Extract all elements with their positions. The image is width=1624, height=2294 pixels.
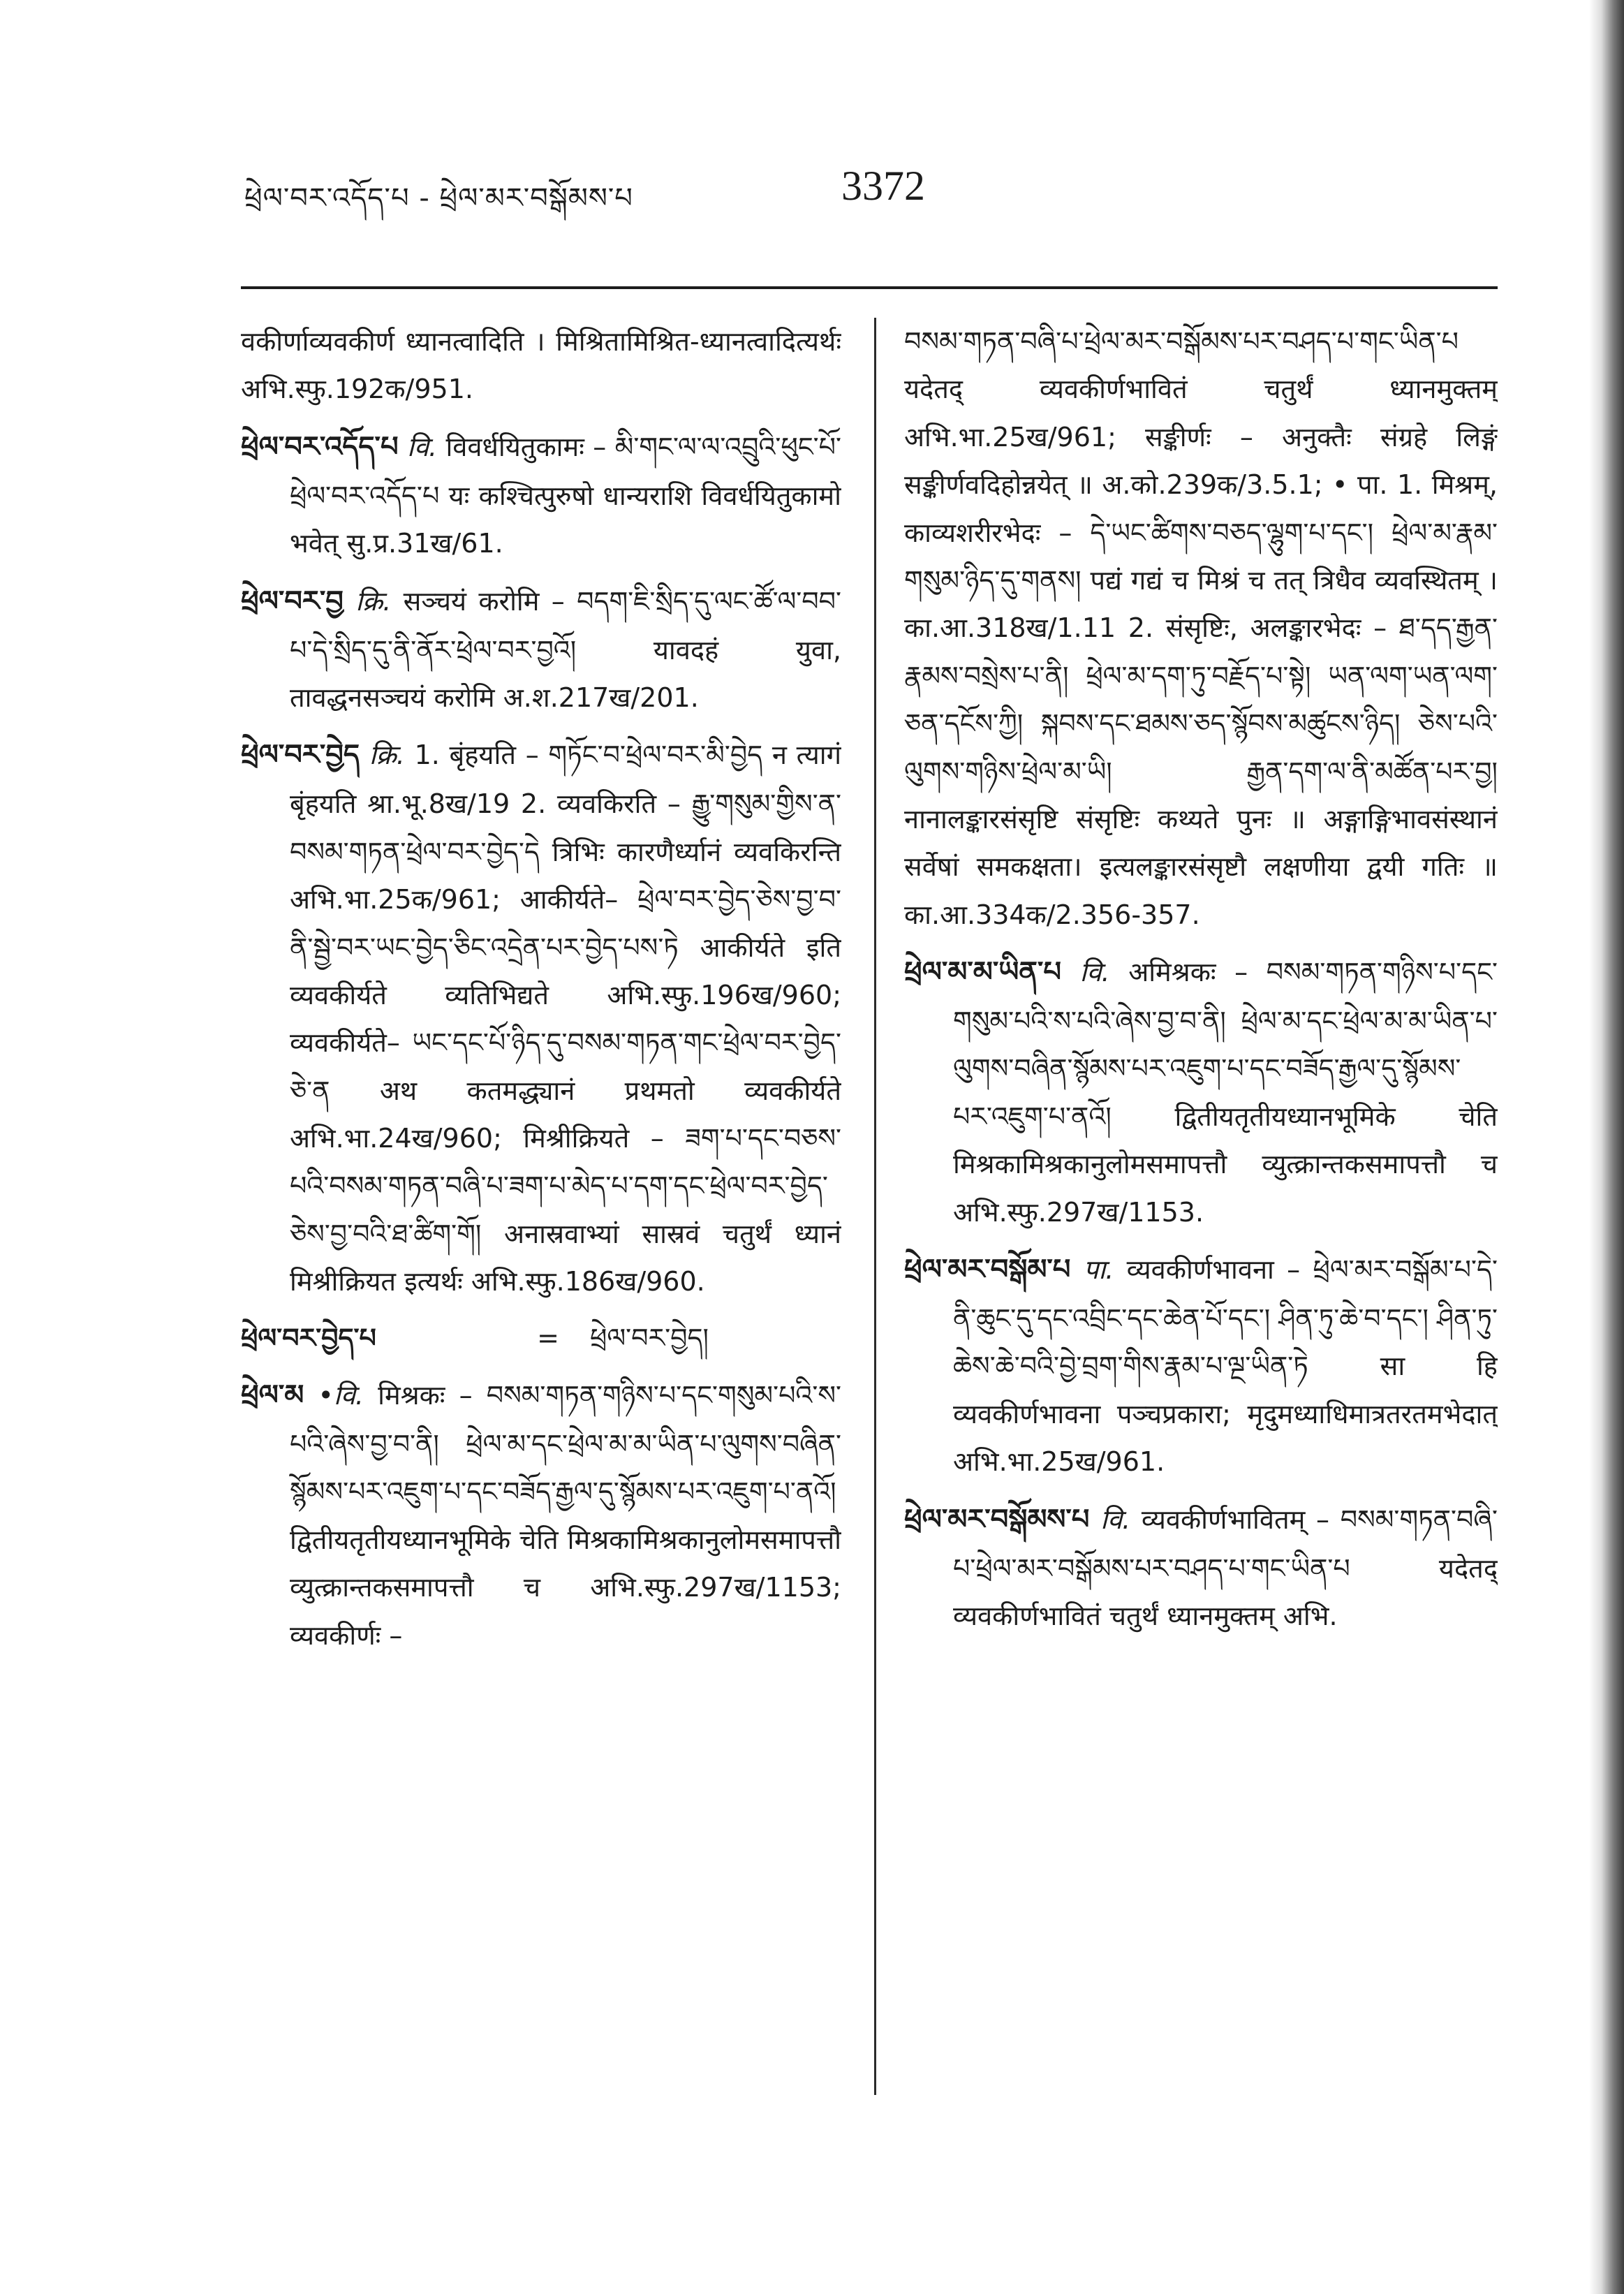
entry-text: व्यवकीर्णभावितम् – བསམ་གཏན་བཞི་པ་ཕྲེལ་མར་བསྒོམས་པར་བཤད་པ་གང་ཡིན་པ यदेतद् व्यवकीर्णभावितं चतुर्थं ध्यानमुक्तम् अभि. [953, 1503, 1498, 1631]
entry-grammar-tag: क्रि. [369, 740, 405, 771]
entry-headword: ཕྲེལ་མར་བསྒོམ་པ [904, 1253, 1071, 1286]
entry-grammar-tag: •वि. [318, 1380, 364, 1411]
left-column [241, 318, 841, 2105]
entry-text: अमिश्रकः – བསམ་གཏན་གཉིས་པ་དང་གསུམ་པའི་ས་པའི་ཞེས་བྱ་བ་ནི། ཕྲེལ་མ་དང་ཕྲེལ་མ་མ་ཡིན་པ་ལུགས་བཞིན་སྙོམས་པར་འཇུག་པ་དང་བཟོད་རྒྱལ་དུ་སྙོམས་པར་འཇུག་པ་ནའོ། द्वितीयतृतीयध्यानभूमिके चेति मिश्रकामिश्रकानुलोमसमापत्तौ व्युत्क्रान्तकसमापत्तौ च अभि.स्फु.297ख/1153. [953, 957, 1498, 1228]
crossref-equals: = [537, 1322, 559, 1353]
entry-text: 1. बृंहयति – གཏོང་བ་ཕྲེལ་བར་མི་བྱེད न त्यागं बृंहयति श्रा.भू.8ख/19 2. व्यवकिरति – རྒྱུ་གསུམ་གྱིས་ན་བསམ་གཏན་ཕྲེལ་བར་བྱེད་དེ त्रिभिः कारणैर्ध्यानं व्यवकिरन्ति अभि.भा.25क/961; आकीर्यते– ཕྲེལ་བར་བྱེད་ཅེས་བྱ་བ་ནི་སྦྱེ་བར་ཡང་བྱེད་ཅིང་འདྲེན་པར་བྱེད་པས་ཏེ आकीर्यते इति व्यवकीर्यते व्यतिभिद्यते अभि.स्फु.196ख/960; व्यवकीर्यते– ཡང་དང་པོ་ཉིད་དུ་བསམ་གཏན་གང་ཕྲེལ་བར་བྱེད་ཅེ་ན अथ कतमद्ध्यानं प्रथमतो व्यवकीर्यते अभि.भा.24ख/960; मिश्रीक्रियते – ཟག་པ་དང་བཅས་པའི་བསམ་གཏན་བཞི་པ་ཟག་པ་མེད་པ་དག་དང་ཕྲེལ་བར་བྱེད་ཅེས་བྱ་བའི་ཐ་ཚིག་གོ། अनास्रवाभ्यां सास्रवं चतुर्थं ध्यानं मिश्रीक्रियत इत्यर्थः अभि.स्फु.186ख/960. [290, 740, 841, 1297]
entry-grammar-tag: क्रि. [355, 585, 392, 617]
crossref-target: ཕྲེལ་བར་བྱེད། [590, 1322, 709, 1353]
entry-grammar-tag: पा. [1083, 1254, 1114, 1286]
dictionary-entry [241, 576, 841, 722]
dictionary-entry [904, 1244, 1498, 1486]
entry-headword: ཕྲེལ་མར་བསྒོམས་པ [904, 1503, 1090, 1536]
running-head: ཕྲེལ་བར་འདོད་པ - ཕྲེལ་མར་བསྒོམས་པ [244, 182, 633, 214]
entry-headword: ཕྲེལ་བར་འདོད་པ [241, 430, 399, 463]
entry-headword: ཕྲེལ་བར་བྱ [241, 584, 344, 617]
column-divider [874, 318, 876, 2095]
entry-grammar-tag: वि. [407, 431, 438, 462]
dictionary-entry [241, 1370, 841, 1659]
entry-text: सञ्चयं करोमि – བདག་ཇི་སྲིད་དུ་ལང་ཚོ་ལ་བབ་པ་དེ་སྲིད་དུ་ནི་ནོར་ཕྲེལ་བར་བྱའོ། यावदहं युवा, तावद्धनसञ्चयं करोमि अ.श.217ख/201. [290, 585, 841, 713]
dictionary-entry [904, 1494, 1498, 1640]
entry-grammar-tag: वि. [1100, 1503, 1131, 1535]
dictionary-entry [904, 947, 1498, 1236]
entry-text: मिश्रकः – བསམ་གཏན་གཉིས་པ་དང་གསུམ་པའི་ས་པའི་ཞེས་བྱ་བ་ནི། ཕྲེལ་མ་དང་ཕྲེལ་མ་མ་ཡིན་པ་ལུགས་བཞིན་སྙོམས་པར་འཇུག་པ་དང་བཟོད་རྒྱལ་དུ་སྙོམས་པར་འཇུག་པ་ནའོ། द्वितीयतृतीयध्यानभूमिके चेति मिश्रकामिश्रकानुलोमसमापत्तौ व्युत्क्रान्तकसमापत्तौ च अभि.स्फु.297ख/1153; व्यवकीर्णः – [290, 1380, 841, 1651]
entry-text: वकीर्णाव्यवकीर्ण ध्यानत्वादिति । मिश्रितामिश्रित-ध्यानत्वादित्यर्थः अभि.स्फु.192क/951. [241, 326, 841, 405]
entry-text: विवर्धयितुकामः – མི་གང་ལ་ལ་འབྲུའི་ཕུང་པོ་ཕྲེལ་བར་འདོད་པ यः कश्चित्पुरुषो धान्यराशि विवर्धयितुकामो भवेत् सु.प्र.31ख/61. [290, 431, 841, 559]
entry-headword: ཕྲེལ་མ [241, 1379, 304, 1412]
cross-reference [241, 1314, 841, 1362]
dictionary-entry [241, 422, 841, 568]
entry-headword: ཕྲེལ་བར་བྱེད [241, 739, 360, 772]
dictionary-entry-continuation [241, 318, 841, 413]
entry-grammar-tag: वि. [1079, 957, 1110, 988]
entry-text: व्यवकीर्णभावना – ཕྲེལ་མར་བསྒོམ་པ་དེ་ནི་ཆུང་དུ་དང་འབྲིང་དང་ཆེན་པོ་དང་། ཤིན་ཏུ་ཆེ་བ་དང་། ཤིན་ཏུ་ཆེས་ཆེ་བའི་བྱེ་བྲག་གིས་རྣམ་པ་ལྔ་ཡིན་ཏེ सा हि व्यवकीर्णभावना पञ्चप्रकारा; मृदुमध्याधिमात्रतरतमभेदात् अभि.भा.25ख/961. [953, 1254, 1498, 1478]
crossref-headword: ཕྲེལ་བར་བྱེད་པ [241, 1322, 376, 1353]
top-rule [241, 286, 1498, 289]
entry-text: བསམ་གཏན་བཞི་པ་ཕྲེལ་མར་བསྒོམས་པར་བཤད་པ་གང་ཡིན་པ यदेतद् व्यवकीर्णभावितं चतुर्थं ध्यानमुक्तम् अभि.भा.25ख/961; सङ्कीर्णः – अनुक्तैः संग्रहे लिङ्गं सङ्कीर्णवदिहोन्नयेत् ॥ अ.को.239क/3.5.1; • पा. 1. मिश्रम्, काव्यशरीरभेदः – དེ་ཡང་ཚིགས་བཅད་ལྷུག་པ་དང་། ཕྲེལ་མ་རྣམ་གསུམ་ཉིད་དུ་གནས། पद्यं गद्यं च मिश्रं च तत् त्रिधैव व्यवस्थितम् । का.आ.318ख/1.11 2. संसृष्टिः, अलङ्कारभेदः – ཐ་དད་རྒྱན་རྣམས་བསྲེས་པ་ནི། ཕྲེལ་མ་དག་ཏུ་བརྗོད་པ་སྟེ། ཡན་ལག་ཡན་ལག་ཅན་དངོས་ཀྱི། སྐབས་དང་ཐམས་ཅད་སྙོབས་མཚུངས་ཉིད། ཅེས་པའི་ལུགས་གཉིས་ཕྲེལ་མ་ཡི། རྒྱན་དག་ལ་ནི་མཚོན་པར་བྱ། नानालङ्कारसंसृष्टि संसृष्टिः कथ्यते पुनः ॥ अङ्गाङ्गिभावसंस्थानं सर्वेषां समकक्षता। इत्यलङ्कारसंसृष्टौ लक्षणीया द्वयी गतिः ॥ का.आ.334क/2.356-357. [904, 326, 1498, 930]
right-column [904, 318, 1498, 2105]
dictionary-entry-continuation [904, 318, 1498, 939]
page-number: 3372 [841, 163, 925, 209]
entry-headword: ཕྲེལ་མ་མ་ཡིན་པ [904, 956, 1061, 989]
scan-edge-shadow [1589, 0, 1624, 2294]
dictionary-entry [241, 730, 841, 1305]
